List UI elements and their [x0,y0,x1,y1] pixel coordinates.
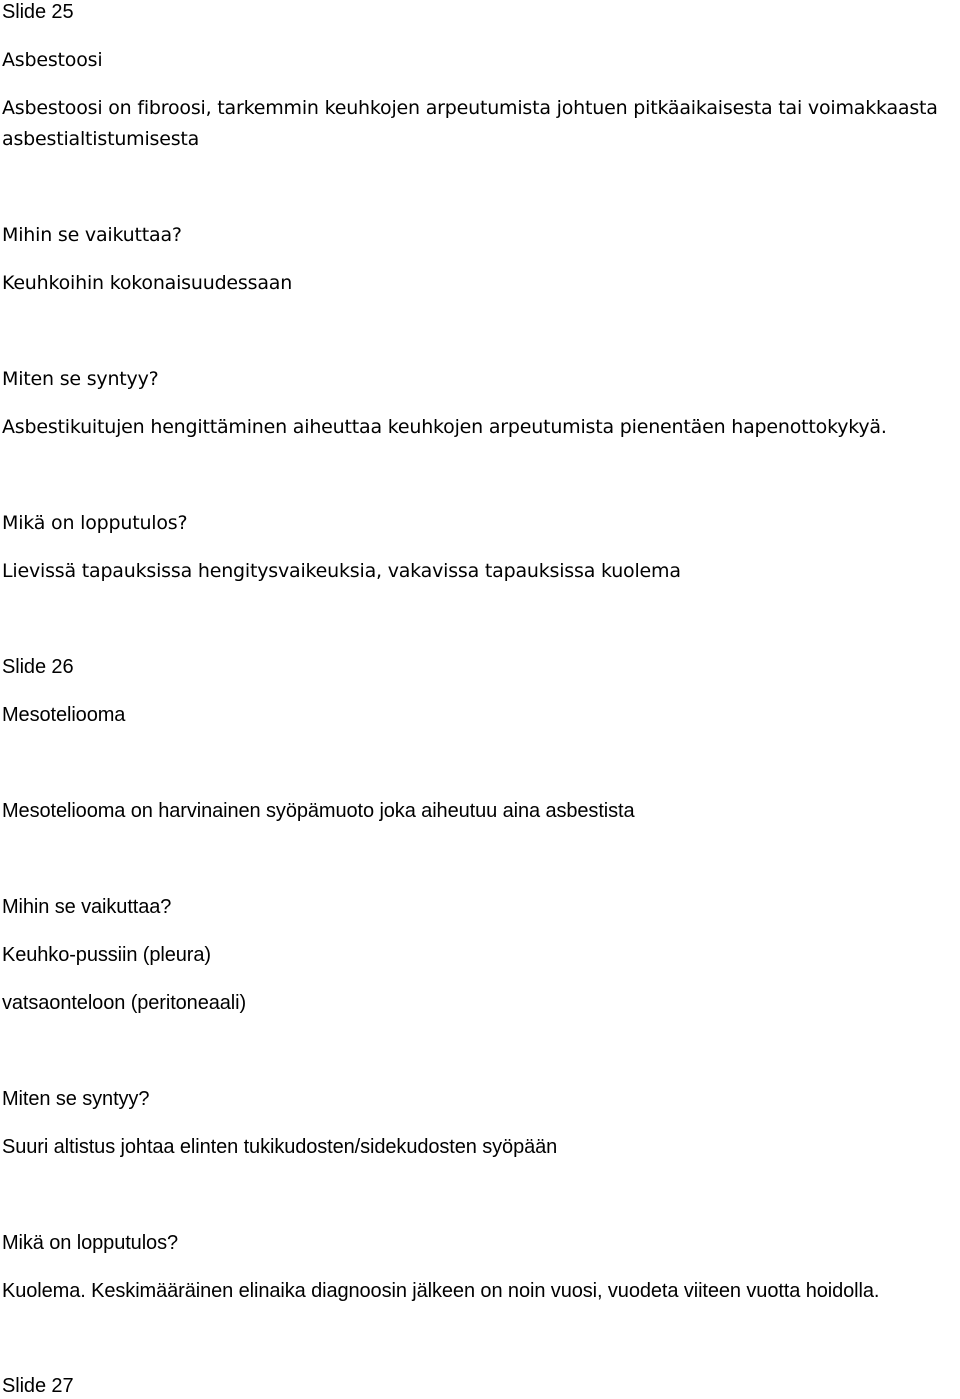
slide-26-answer-outcome: Kuolema. Keskimääräinen elinaika diagnoosin jälkeen on noin vuosi, vuodeta viiteen vuotta hoidolla. [2,1280,880,1302]
slide-25-definition-line2: asbestialtistumisesta [2,128,200,150]
slide-26-label: Slide 26 [2,656,74,678]
slide-25-answer-affects: Keuhkoihin kokonaisuudessaan [2,272,293,294]
slide-26-answer-origin: Suuri altistus johtaa elinten tukikudosten/sidekudosten syöpään [2,1136,558,1158]
slide-26-question-origin: Miten se syntyy? [2,1088,150,1110]
slide-27-label: Slide 27 [2,1375,74,1397]
slide-25-answer-outcome: Lievissä tapauksissa hengitysvaikeuksia, vakavissa tapauksissa kuolema [2,560,681,582]
slide-26-title: Mesoteliooma [2,704,126,726]
slide-26-definition: Mesoteliooma on harvinainen syöpämuoto joka aiheutuu aina asbestista [2,800,635,822]
slide-25-answer-origin: Asbestikuitujen hengittäminen aiheuttaa keuhkojen arpeutumista pienentäen hapenottokykyä. [2,416,887,438]
slide-25-definition-line1: Asbestoosi on fibroosi, tarkemmin keuhkojen arpeutumista johtuen pitkäaikaisesta tai voimakkaasta [2,97,938,119]
slide-25-label: Slide 25 [2,1,74,23]
slide-25-question-outcome: Mikä on lopputulos? [2,512,188,534]
slide-26-question-affects: Mihin se vaikuttaa? [2,896,172,918]
slide-25-question-origin: Miten se syntyy? [2,368,159,390]
slide-26-answer-affects-1: Keuhko-pussiin (pleura) [2,944,211,966]
slide-26-question-outcome: Mikä on lopputulos? [2,1232,178,1254]
slide-25-title: Asbestoosi [2,49,103,71]
slide-26-answer-affects-2: vatsaonteloon (peritoneaali) [2,992,247,1014]
slide-25-question-affects: Mihin se vaikuttaa? [2,224,182,246]
